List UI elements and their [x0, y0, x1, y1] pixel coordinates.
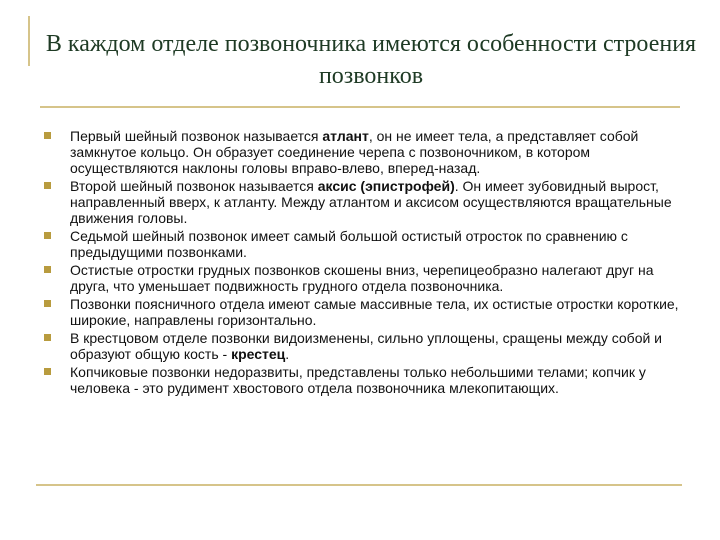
bullet-text: , он не имеет тела, а представляет собой замкнутое кольцо. Он образует соединение черепа с позвоночником, в котором осуществляются наклоны головы вправо-влево, вперед-назад.: [70, 128, 639, 176]
bullet-keyword: крестец: [231, 346, 286, 362]
square-bullet-icon: [44, 334, 51, 341]
bullet-item: [40, 128, 680, 176]
bullet-keyword: атлант: [322, 128, 369, 144]
bullet-text: Позвонки поясничного отдела имеют самые массивные тела, их остистые отростки короткие, широкие, направлены горизонтально.: [70, 296, 679, 328]
square-bullet-icon: [44, 368, 51, 375]
bullet-text: Остистые отростки грудных позвонков скошены вниз, черепицеобразно налегают друг на друга, что уменьшает подвижность грудного отдела позвоночника.: [70, 262, 654, 294]
bullet-item: [40, 296, 680, 328]
bullet-text: .: [285, 346, 290, 362]
square-bullet-icon: [44, 182, 51, 189]
square-bullet-icon: [44, 132, 51, 139]
bullet-keyword: аксис (эпистрофей): [317, 178, 455, 194]
square-bullet-icon: [44, 266, 51, 273]
bullet-text: Первый шейный позвонок называется: [70, 128, 323, 144]
bullet-text: Седьмой шейный позвонок имеет самый большой остистый отросток по сравнению с предыдущими позвонками.: [70, 228, 628, 260]
bullet-text: . Он имеет зубовидный вырост, направленный вверх, к атланту. Между атлантом и аксисом осуществляются вращательные движения головы.: [70, 178, 672, 226]
footer-divider-line: [36, 484, 682, 486]
title-divider-line: [40, 106, 680, 108]
bullet-list: [40, 128, 680, 398]
title-accent-vertical-line: [28, 16, 30, 66]
bullet-item: [40, 330, 680, 362]
bullet-item: [40, 364, 680, 396]
bullet-text: Копчиковые позвонки недоразвиты, представлены только небольшими телами; копчик у человека - это рудимент хвостового отдела позвоночника млекопитающих.: [70, 364, 646, 396]
bullet-text: В крестцовом отделе позвонки видоизменены, сильно уплощены, сращены между собой и образуют общую кость -: [70, 330, 663, 362]
slide-title: В каждом отделе позвоночника имеются особенности строения позвонков: [45, 31, 697, 89]
bullet-item: [40, 178, 680, 226]
bullet-text: Второй шейный позвонок называется: [70, 178, 318, 194]
bullet-item: [40, 228, 680, 260]
bullet-item: [40, 262, 680, 294]
square-bullet-icon: [44, 300, 51, 307]
square-bullet-icon: [44, 232, 51, 239]
